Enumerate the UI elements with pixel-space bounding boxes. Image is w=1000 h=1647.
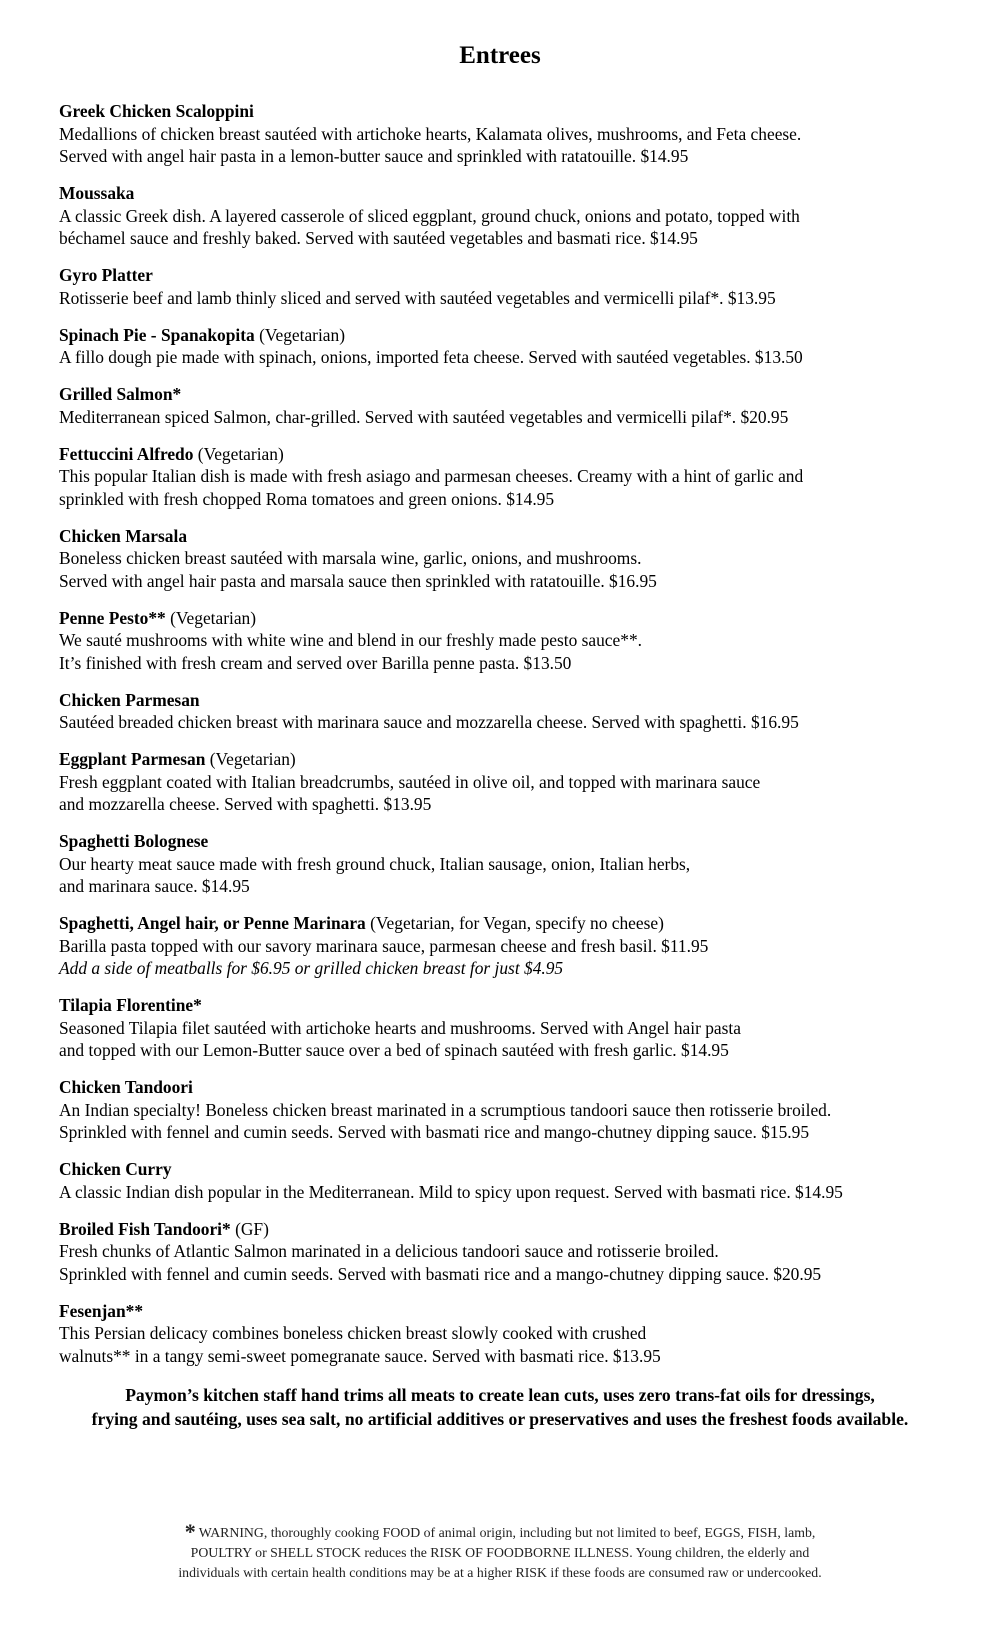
menu-item-description: This popular Italian dish is made with fresh asiago and parmesan cheeses. Creamy with a hint of garlic and bbox=[59, 466, 804, 486]
warning-asterisk: * bbox=[184, 1519, 196, 1544]
menu-item-description: A fillo dough pie made with spinach, onions, imported feta cheese. Served with sautéed vegetables. $13.50 bbox=[59, 347, 803, 367]
menu-item-description: Fresh eggplant coated with Italian breadcrumbs, sautéed in olive oil, and topped with marinara sauce bbox=[59, 771, 761, 792]
menu-item-name: Gyro Platter bbox=[59, 265, 153, 285]
kitchen-notice-line: Paymon’s kitchen staff hand trims all meats to create lean cuts, uses zero trans-fat oils for dressings, bbox=[125, 1385, 875, 1405]
food-safety-warning bbox=[0, 1519, 1000, 1583]
menu-item bbox=[59, 748, 989, 816]
menu-item-name: Chicken Curry bbox=[59, 1159, 172, 1179]
menu-item-heading bbox=[59, 1218, 989, 1241]
menu-item-description: and marinara sauce. $14.95 bbox=[59, 876, 250, 896]
menu-item-heading bbox=[59, 264, 989, 287]
menu-item-description: An Indian specialty! Boneless chicken breast marinated in a scrumptious tandoori sauce then rotisserie broiled. bbox=[59, 1099, 832, 1120]
warning-line: POULTRY or SHELL STOCK reduces the RISK OF FOODBORNE ILLNESS. Young children, the elderly and bbox=[190, 1545, 810, 1560]
menu-item bbox=[59, 912, 989, 980]
warning-line: individuals with certain health conditions may be at a higher RISK if these foods are consumed raw or undercooked. bbox=[178, 1565, 822, 1580]
menu-item-heading bbox=[59, 100, 989, 123]
menu-item-description: Rotisserie beef and lamb thinly sliced and served with sautéed vegetables and vermicelli pilaf*. $13.95 bbox=[59, 287, 776, 308]
menu-item bbox=[59, 1076, 989, 1144]
warning-line bbox=[0, 1519, 1000, 1544]
menu-item-description: Sprinkled with fennel and cumin seeds. Served with basmati rice and mango-chutney dipping sauce. $15.95 bbox=[59, 1122, 810, 1142]
entree-list bbox=[59, 100, 989, 1382]
menu-item-note: (GF) bbox=[235, 1218, 269, 1239]
menu-item-description: walnuts** in a tangy semi-sweet pomegranate sauce. Served with basmati rice. $13.95 bbox=[59, 1345, 661, 1366]
menu-item-heading bbox=[59, 1076, 989, 1099]
warning-text: WARNING, thoroughly cooking FOOD of animal origin, including but not limited to beef, EGGS, FISH, lamb, bbox=[198, 1525, 816, 1540]
menu-item bbox=[59, 182, 989, 250]
menu-item-name: Broiled Fish Tandoori* bbox=[59, 1218, 231, 1239]
menu-item bbox=[59, 607, 989, 675]
menu-item bbox=[59, 525, 989, 593]
menu-item-heading bbox=[59, 607, 989, 630]
menu-item-name: Spinach Pie - Spanakopita bbox=[59, 324, 255, 345]
menu-item-heading bbox=[59, 830, 989, 853]
menu-item-heading bbox=[59, 525, 989, 548]
menu-item-name: Greek Chicken Scaloppini bbox=[59, 101, 254, 121]
menu-item bbox=[59, 1158, 989, 1203]
menu-item-description: Medallions of chicken breast sautéed with artichoke hearts, Kalamata olives, mushrooms, and Feta cheese. bbox=[59, 123, 802, 144]
menu-item-note: (Vegetarian) bbox=[197, 443, 284, 464]
menu-item-description: and mozzarella cheese. Served with spaghetti. $13.95 bbox=[59, 794, 432, 814]
menu-item-heading bbox=[59, 912, 989, 935]
page-title: Entrees bbox=[459, 42, 541, 69]
menu-item bbox=[59, 1218, 989, 1286]
menu-item-heading bbox=[59, 1300, 989, 1323]
menu-item-description: Barilla pasta topped with our savory marinara sauce, parmesan cheese and fresh basil. $11.95 bbox=[59, 935, 709, 956]
menu-item-name: Fettuccini Alfredo bbox=[59, 443, 194, 464]
menu-item-description: and topped with our Lemon-Butter sauce over a bed of spinach sautéed with fresh garlic. $14.95 bbox=[59, 1040, 729, 1060]
menu-item bbox=[59, 264, 989, 309]
menu-item bbox=[59, 689, 989, 734]
menu-item-heading bbox=[59, 182, 989, 205]
menu-item-description: Fresh chunks of Atlantic Salmon marinated in a delicious tandoori sauce and rotisserie broiled. bbox=[59, 1241, 719, 1261]
menu-item-note: (Vegetarian) bbox=[209, 749, 296, 769]
menu-item-heading bbox=[59, 443, 989, 466]
menu-item-note: (Vegetarian, for Vegan, specify no cheese) bbox=[370, 913, 664, 933]
menu-item-description: A classic Greek dish. A layered casserole of sliced eggplant, ground chuck, onions and potato, topped with bbox=[59, 205, 800, 226]
menu-item-description: Boneless chicken breast sautéed with marsala wine, garlic, onions, and mushrooms. bbox=[59, 548, 642, 568]
menu-item-name: Grilled Salmon* bbox=[59, 384, 182, 404]
menu-item-name: Fesenjan** bbox=[59, 1300, 144, 1321]
menu-item-description: It’s finished with fresh cream and served over Barilla penne pasta. $13.50 bbox=[59, 652, 572, 673]
menu-item-description: sprinkled with fresh chopped Roma tomatoes and green onions. $14.95 bbox=[59, 488, 555, 509]
menu-item-heading bbox=[59, 383, 989, 406]
menu-item-heading bbox=[59, 748, 989, 771]
menu-item bbox=[59, 443, 989, 511]
menu-item-name: Chicken Tandoori bbox=[59, 1077, 193, 1097]
menu-item-description: We sauté mushrooms with white wine and blend in our freshly made pesto sauce**. bbox=[59, 630, 642, 650]
menu-item-heading bbox=[59, 689, 989, 712]
menu-item-heading bbox=[59, 1158, 989, 1181]
menu-item-heading bbox=[59, 994, 989, 1017]
menu-item-addon: Add a side of meatballs for $6.95 or grilled chicken breast for just $4.95 bbox=[59, 958, 564, 978]
menu-item-description: Mediterranean spiced Salmon, char-grilled. Served with sautéed vegetables and vermicelli pilaf*. $20.95 bbox=[59, 406, 789, 427]
menu-item bbox=[59, 1300, 989, 1368]
menu-item bbox=[59, 383, 989, 428]
menu-item-heading bbox=[59, 324, 989, 347]
menu-item-description: béchamel sauce and freshly baked. Served with sautéed vegetables and basmati rice. $14.95 bbox=[59, 228, 698, 248]
menu-item-description: Sautéed breaded chicken breast with marinara sauce and mozzarella cheese. Served with spaghetti. $16.95 bbox=[59, 712, 799, 732]
menu-item bbox=[59, 830, 989, 898]
menu-item-note: (Vegetarian) bbox=[259, 324, 346, 345]
menu-item-name: Eggplant Parmesan bbox=[59, 749, 206, 769]
kitchen-notice-line: frying and sautéing, uses sea salt, no artificial additives or preservatives and uses the freshest foods available. bbox=[91, 1409, 909, 1429]
menu-item-note: (Vegetarian) bbox=[170, 607, 257, 628]
menu-item-name: Penne Pesto** bbox=[59, 607, 166, 628]
menu-item-name: Spaghetti Bolognese bbox=[59, 831, 209, 851]
menu-item-description: A classic Indian dish popular in the Mediterranean. Mild to spicy upon request. Served with basmati rice. $14.95 bbox=[59, 1181, 843, 1202]
kitchen-notice bbox=[0, 1383, 1000, 1431]
menu-item bbox=[59, 994, 989, 1062]
menu-item bbox=[59, 100, 989, 168]
menu-item-name: Moussaka bbox=[59, 183, 135, 203]
menu-item-description: Seasoned Tilapia filet sautéed with artichoke hearts and mushrooms. Served with Angel hair pasta bbox=[59, 1017, 741, 1038]
menu-item-name: Spaghetti, Angel hair, or Penne Marinara bbox=[59, 913, 366, 933]
menu-item-name: Chicken Marsala bbox=[59, 525, 188, 546]
menu-item-description: Served with angel hair pasta and marsala sauce then sprinkled with ratatouille. $16.95 bbox=[59, 570, 657, 591]
menu-item-description: Sprinkled with fennel and cumin seeds. Served with basmati rice and a mango-chutney dipping sauce. $20.95 bbox=[59, 1263, 822, 1284]
menu-item-description: This Persian delicacy combines boneless chicken breast slowly cooked with crushed bbox=[59, 1323, 647, 1343]
menu-item-description: Served with angel hair pasta in a lemon-butter sauce and sprinkled with ratatouille. $14.95 bbox=[59, 146, 689, 166]
menu-item-name: Tilapia Florentine* bbox=[59, 995, 202, 1015]
menu-item bbox=[59, 324, 989, 369]
menu-item-name: Chicken Parmesan bbox=[59, 689, 200, 710]
menu-item-description: Our hearty meat sauce made with fresh ground chuck, Italian sausage, onion, Italian herbs, bbox=[59, 853, 691, 874]
